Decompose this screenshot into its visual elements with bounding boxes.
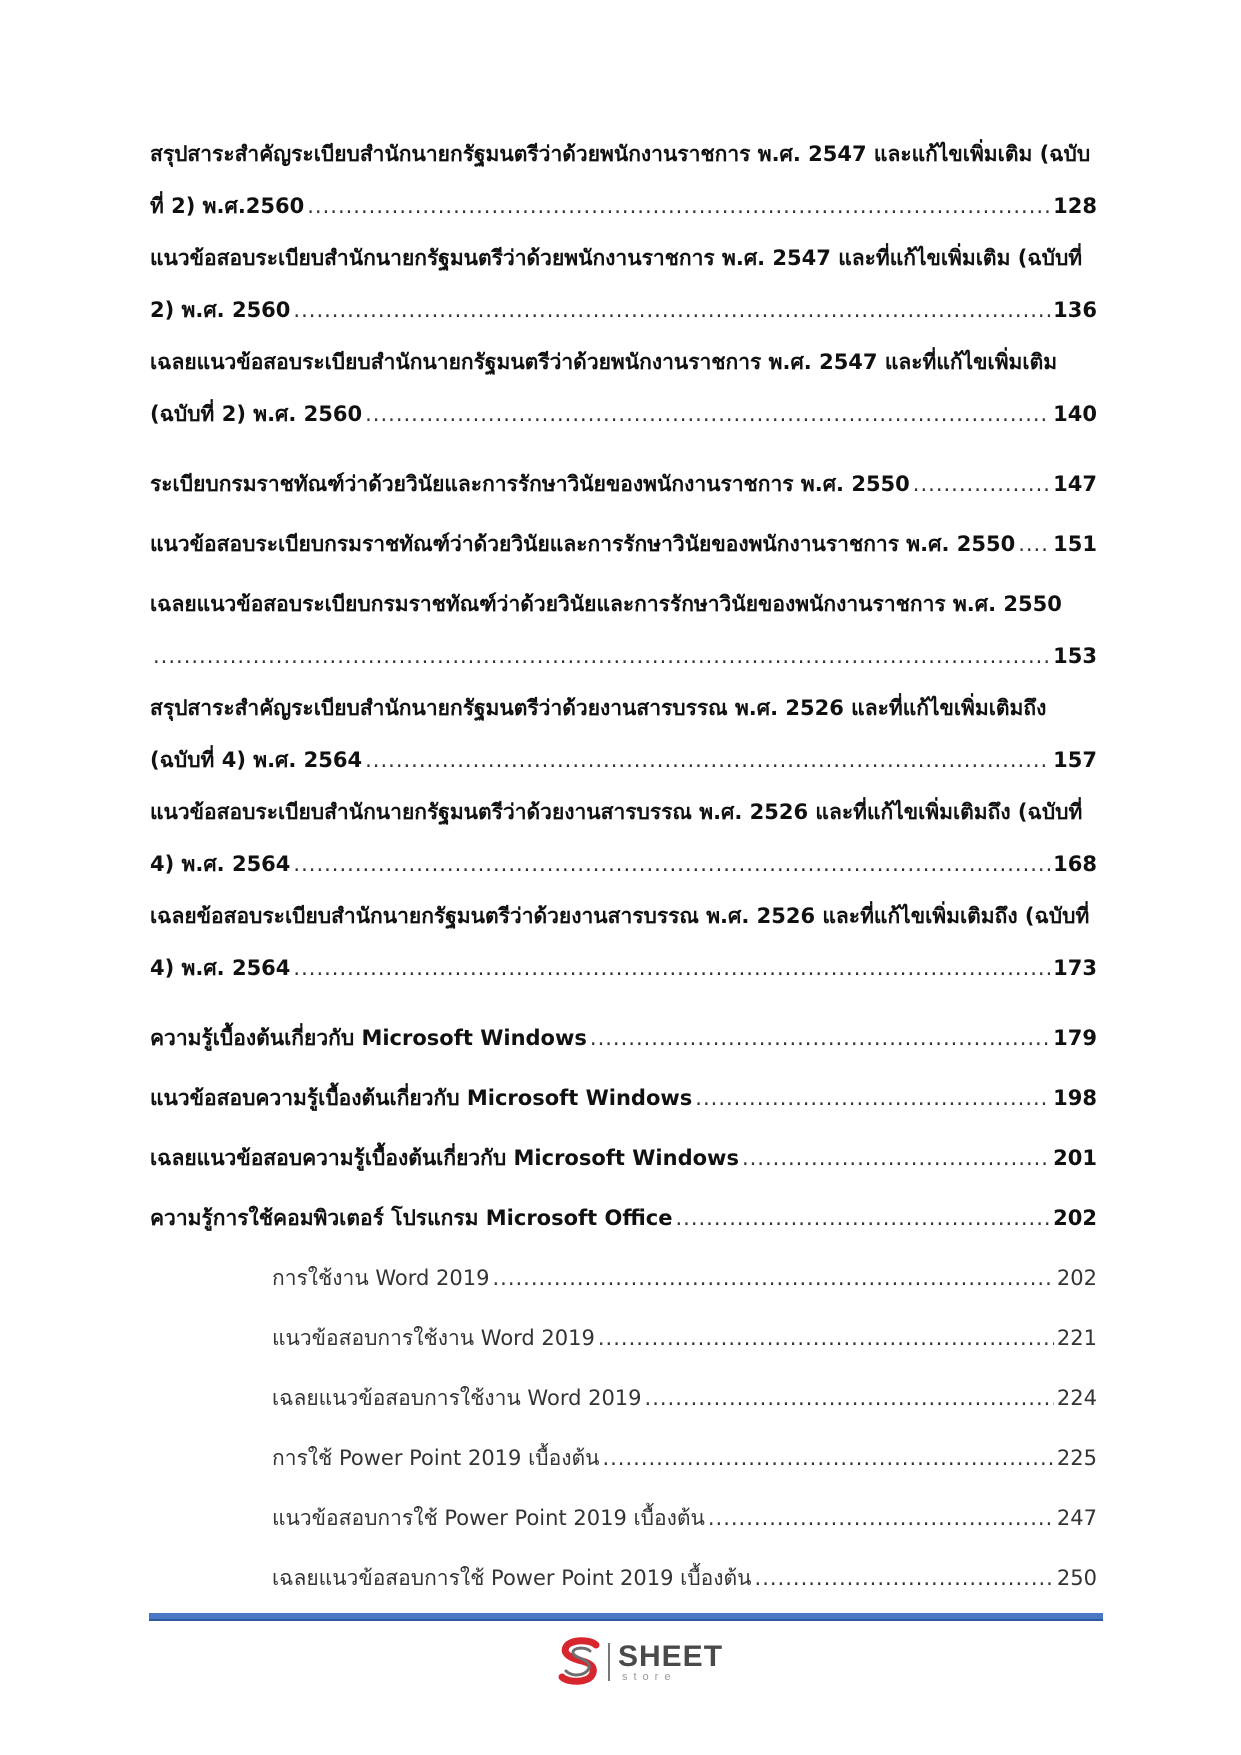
toc-entry-line — [150, 388, 1097, 440]
leader-dots — [293, 942, 1050, 994]
toc-entry-line — [150, 786, 1097, 838]
toc-entry — [150, 128, 1097, 232]
toc-entry-line — [150, 1192, 1097, 1244]
logo-separator — [608, 1643, 610, 1681]
logo-subtext: store — [622, 1670, 677, 1683]
toc-page-number: 136 — [1053, 298, 1097, 322]
leader-dots — [755, 1552, 1054, 1604]
leader-dots — [293, 838, 1050, 890]
toc-entry-line — [150, 942, 1097, 994]
toc-entry-title-cont: 4) พ.ศ. 2564 — [150, 956, 291, 980]
toc-sub-entry — [272, 1312, 1097, 1364]
toc-entry-title: สรุปสาระสำคัญระเบียบสำนักนายกรัฐมนตรีว่าด้วยพนักงานราชการ พ.ศ. 2547 และแก้ไขเพิ่มเติม (ฉบับ — [150, 142, 1091, 166]
toc-page-number: 202 — [1056, 1266, 1097, 1290]
toc-entry — [150, 1132, 1097, 1184]
toc-entry-title: แนวข้อสอบระเบียบกรมราชทัณฑ์ว่าด้วยวินัยและการรักษาวินัยของพนักงานราชการ พ.ศ. 2550 — [150, 532, 1016, 556]
leader-dots — [293, 284, 1050, 336]
toc-entry-line — [150, 630, 1097, 682]
toc-entry-line — [150, 336, 1097, 388]
toc-page-number: 140 — [1053, 402, 1097, 426]
toc-entry — [150, 336, 1097, 440]
leader-dots — [602, 1432, 1053, 1484]
leader-dots — [598, 1312, 1054, 1364]
toc-entry-title: แนวข้อสอบการใช้ Power Point 2019 เบื้องต้น — [272, 1506, 705, 1530]
toc-page-number: 128 — [1053, 194, 1097, 218]
toc-page-number: 247 — [1056, 1506, 1097, 1530]
toc-entry — [150, 458, 1097, 510]
toc-entry-line — [272, 1312, 1097, 1364]
toc-page-number: 168 — [1053, 852, 1097, 876]
toc-entry-title: เฉลยแนวข้อสอบระเบียบสำนักนายกรัฐมนตรีว่าด้วยพนักงานราชการ พ.ศ. 2547 และที่แก้ไขเพิ่มเติม — [150, 350, 1058, 374]
toc-entry-title: แนวข้อสอบระเบียบสำนักนายกรัฐมนตรีว่าด้วยพนักงานราชการ พ.ศ. 2547 และที่แก้ไขเพิ่มเติม (ฉบับที่ — [150, 246, 1083, 270]
toc-sub-entry — [272, 1252, 1097, 1304]
toc-entry-title: แนวข้อสอบความรู้เบื้องต้นเกี่ยวกับ Microsoft Windows — [150, 1086, 693, 1110]
toc-page-number: 153 — [1053, 644, 1097, 668]
toc-page-number: 225 — [1056, 1446, 1097, 1470]
toc-entry-line — [150, 1012, 1097, 1064]
toc-sub-entry — [272, 1372, 1097, 1424]
leader-dots — [590, 1012, 1050, 1064]
toc-entry — [150, 1072, 1097, 1124]
toc-entry — [150, 1012, 1097, 1064]
toc-entry — [150, 578, 1097, 682]
toc-entry-title-cont: (ฉบับที่ 4) พ.ศ. 2564 — [150, 748, 363, 772]
leader-dots — [1018, 518, 1050, 570]
leader-dots — [492, 1252, 1053, 1304]
toc-entry-line — [150, 180, 1097, 232]
leader-dots — [645, 1372, 1054, 1424]
toc-entry-title-cont: ที่ 2) พ.ศ.2560 — [150, 194, 305, 218]
toc-entry-title-cont: (ฉบับที่ 2) พ.ศ. 2560 — [150, 402, 363, 426]
toc-page-number: 224 — [1056, 1386, 1097, 1410]
toc-entry-title: ความรู้เบื้องต้นเกี่ยวกับ Microsoft Windows — [150, 1026, 587, 1050]
toc-page-number: 202 — [1053, 1206, 1097, 1230]
toc-entry-title: เฉลยแนวข้อสอบการใช้งาน Word 2019 — [272, 1386, 642, 1410]
toc-page-number: 157 — [1053, 748, 1097, 772]
toc-entry-title: ความรู้การใช้คอมพิวเตอร์ โปรแกรม Microsoft Office — [150, 1206, 673, 1230]
leader-dots — [742, 1132, 1050, 1184]
toc-entry-line — [150, 518, 1097, 570]
toc-entry-line — [272, 1492, 1097, 1544]
toc-entry-line — [272, 1432, 1097, 1484]
toc-entry-title: การใช้ Power Point 2019 เบื้องต้น — [272, 1446, 600, 1470]
toc-entry — [150, 682, 1097, 786]
toc-entry-title: แนวข้อสอบระเบียบสำนักนายกรัฐมนตรีว่าด้วยงานสารบรรณ พ.ศ. 2526 และที่แก้ไขเพิ่มเติมถึง (ฉบับที่ — [150, 800, 1083, 824]
toc-page-number: 147 — [1053, 472, 1097, 496]
toc-entry-title: ระเบียบกรมราชทัณฑ์ว่าด้วยวินัยและการรักษาวินัยของพนักงานราชการ พ.ศ. 2550 — [150, 472, 910, 496]
toc-entry — [150, 890, 1097, 994]
toc-entry-title-cont: 2) พ.ศ. 2560 — [150, 298, 291, 322]
sheet-store-logo — [556, 1634, 723, 1690]
toc-sub-entry — [272, 1492, 1097, 1544]
toc-entry-line — [272, 1252, 1097, 1304]
toc-entry-line — [150, 1072, 1097, 1124]
toc-page-number: 151 — [1053, 532, 1097, 556]
leader-dots — [307, 180, 1050, 232]
toc-entry-line — [150, 232, 1097, 284]
toc-page-number: 250 — [1056, 1566, 1097, 1590]
logo-text — [618, 1639, 724, 1683]
toc-entry-line — [150, 838, 1097, 890]
toc-entry — [150, 1192, 1097, 1244]
leader-dots — [365, 388, 1050, 440]
toc-entry-line — [272, 1372, 1097, 1424]
toc-entry-line — [150, 578, 1097, 630]
sheet-logo-icon — [556, 1637, 602, 1687]
toc-sub-entry — [272, 1432, 1097, 1484]
toc-entry — [150, 232, 1097, 336]
toc-entry-line — [150, 284, 1097, 336]
toc-page-number: 221 — [1056, 1326, 1097, 1350]
toc-entry-line — [150, 458, 1097, 510]
toc-entry-line — [150, 1132, 1097, 1184]
leader-dots — [913, 458, 1050, 510]
toc-entry-line — [272, 1552, 1097, 1604]
leader-dots — [153, 630, 1050, 682]
leader-dots — [708, 1492, 1054, 1544]
toc-sub-entry — [272, 1552, 1097, 1604]
toc-entry-title: สรุปสาระสำคัญระเบียบสำนักนายกรัฐมนตรีว่าด้วยงานสารบรรณ พ.ศ. 2526 และที่แก้ไขเพิ่มเติมถึง — [150, 696, 1047, 720]
toc-entry-title: เฉลยแนวข้อสอบการใช้ Power Point 2019 เบื้องต้น — [272, 1566, 752, 1590]
toc-entry-title: การใช้งาน Word 2019 — [272, 1266, 490, 1290]
leader-dots — [695, 1072, 1050, 1124]
toc-entry-title: เฉลยแนวข้อสอบระเบียบกรมราชทัณฑ์ว่าด้วยวินัยและการรักษาวินัยของพนักงานราชการ พ.ศ. 2550 — [150, 592, 1062, 616]
toc-entry-line — [150, 890, 1097, 942]
toc-entry-title-cont: 4) พ.ศ. 2564 — [150, 852, 291, 876]
toc-entry — [150, 518, 1097, 570]
toc-page-number: 201 — [1053, 1146, 1097, 1170]
leader-dots — [675, 1192, 1050, 1244]
toc-page-number: 173 — [1053, 956, 1097, 980]
footer-divider — [149, 1613, 1103, 1621]
toc-entry-line — [150, 128, 1097, 180]
toc-page-number: 198 — [1053, 1086, 1097, 1110]
toc-entry — [150, 786, 1097, 890]
toc-entry-title: เฉลยแนวข้อสอบความรู้เบื้องต้นเกี่ยวกับ Microsoft Windows — [150, 1146, 739, 1170]
leader-dots — [365, 734, 1050, 786]
logo-wordmark: SHEET — [618, 1639, 724, 1673]
toc-entry-title: เฉลยข้อสอบระเบียบสำนักนายกรัฐมนตรีว่าด้วยงานสารบรรณ พ.ศ. 2526 และที่แก้ไขเพิ่มเติมถึง (ฉบับที่ — [150, 904, 1090, 928]
toc-page-number: 179 — [1053, 1026, 1097, 1050]
toc-entry-line — [150, 682, 1097, 734]
toc-entry-title: แนวข้อสอบการใช้งาน Word 2019 — [272, 1326, 595, 1350]
toc-entry-line — [150, 734, 1097, 786]
